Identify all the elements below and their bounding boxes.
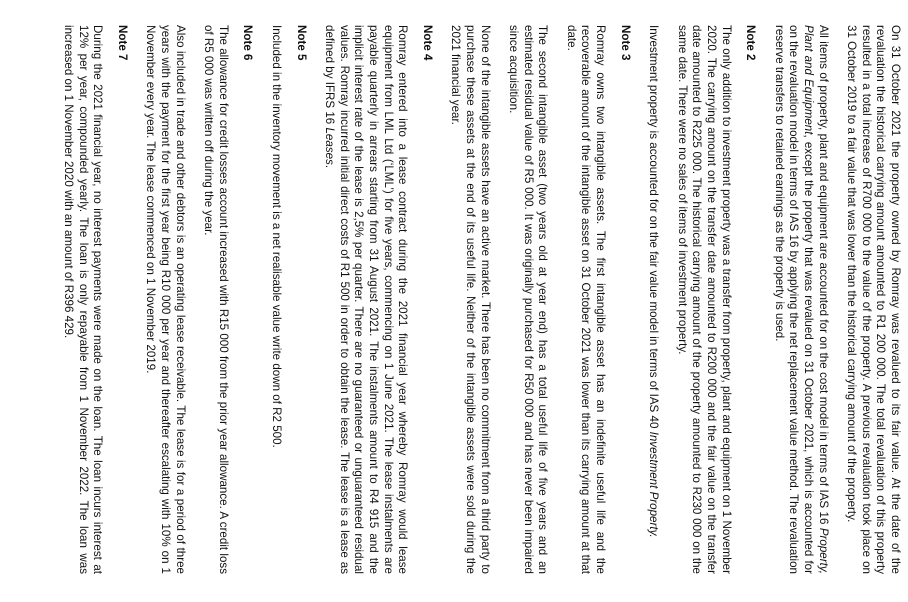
- note2-paragraph-policy: [646, 25, 661, 574]
- note6-paragraph-operating-lease: Also included in trade and other debtors is an operating lease receivable. The lease is for a period of three years with the payment for the first year being R10 000 per year and thereafter escalating with 10% on 1 November every year. The lease commenced on 1 November 2019.: [144, 25, 187, 574]
- note5-paragraph-inventory: Included in the inventory movement is a net realisable value write down of R2 500.: [270, 25, 283, 448]
- note3-paragraph-second-asset: The second intangible asset (two years old at year end) has a total useful life of five years and an estimated residual value of R5 000. It was originally purchased for R50 000 and has never been impaired since acquisition.: [507, 25, 550, 574]
- note1-paragraph-revaluation: On 31 October 2021 the property owned by Romray was revalued to its fair value. At the date of the revaluation the historical carrying amount amounted to R1 200 000. The total revaluation of this property resulted in a total increase of R700 000 to the value of the property. A previous revaluation took place on 31 October 2019 to a fair value that was lower than the historical carrying amount of the property.: [845, 25, 902, 574]
- note2-heading: Note 2: [744, 25, 758, 61]
- note3-paragraph-first-asset: Romray owns two intangible assets. The first intangible asset has an indefinite useful life and the recoverable amount of the intangible asset on 31 October 2021 was lower than its carrying amount at that date.: [564, 25, 608, 574]
- text-run: Romray entered into a lease contract during the 2021 financial year whereby Romray would lease equipment from LML Ltd (‘LML’) for five years, commencing on 1 June 2021. The lease instalments are payable quarterly in arrears starting from 31 August 2021. The instalments amount to R4 915 and the implicit interest rate of the lease is 2,5% per quarter. There are no guaranteed or unguaranteed residual values. Romray incurred initial direct costs of R1 500 in order to obtain the lease. The lease is a lease as defined by IFRS 16: [323, 25, 410, 574]
- note6-paragraph-credit-losses: The allowance for credit losses account increased with R15 000 from the prior year allowance. A credit loss of R5 000 was written off during the year.: [202, 25, 230, 574]
- note2-paragraph-transfer: The only addition to investment property was a transfer from property, plant and equipment on 1 November 2020. The carrying amount on the transfer date amounted to R200 000 and the fair value on the transfer date amounted to R225 000. The historical carrying amount of the property amounted to R230 000 on the same date. There were no sales of items of investment property.: [675, 25, 733, 574]
- standard-title: Investment Property.: [647, 431, 661, 538]
- note3-paragraph-market: None of the intangible assets have an active market. There has been no commitment from a third party to purchase these assets at the end of its useful life. Neither of the intangible assets were sold during the 2021 financial year.: [449, 25, 492, 574]
- note6-heading: Note 6: [241, 25, 255, 61]
- text-run: .: [323, 164, 337, 169]
- note3-heading: Note 3: [618, 25, 632, 61]
- note5-heading: Note 5: [294, 25, 308, 61]
- text-run: , except the property that was revalued on 31 October 2021, which is accounted for on the revaluation model in terms of IAS 16 by applying the net replacement value method. The revaluation reserve transfers to retained earnings as the property is used.: [772, 25, 816, 574]
- text-run: Investment property is accounted for on the fair value model in terms of IAS 40: [647, 25, 661, 432]
- standard-title: Property, Plant and Equipment: [802, 25, 830, 574]
- note7-paragraph-loan: During the 2021 financial year, no interest payments were made on the loan. The loan incurs interest at 12% per year, compounded yearly. The loan is only repayable from 1 November 2022. The loan was increased on 1 November 2020 with an amount of R396 429.: [62, 25, 105, 574]
- text-run: All items of property, plant and equipment are accounted for on the cost model in terms of IAS 16: [816, 25, 830, 528]
- standard-title: Leases: [323, 127, 337, 165]
- note1-paragraph-accounting-policy: [771, 25, 829, 574]
- note4-heading: Note 4: [420, 25, 434, 61]
- note7-heading: Note 7: [115, 25, 129, 61]
- note4-paragraph-lease: [322, 25, 410, 574]
